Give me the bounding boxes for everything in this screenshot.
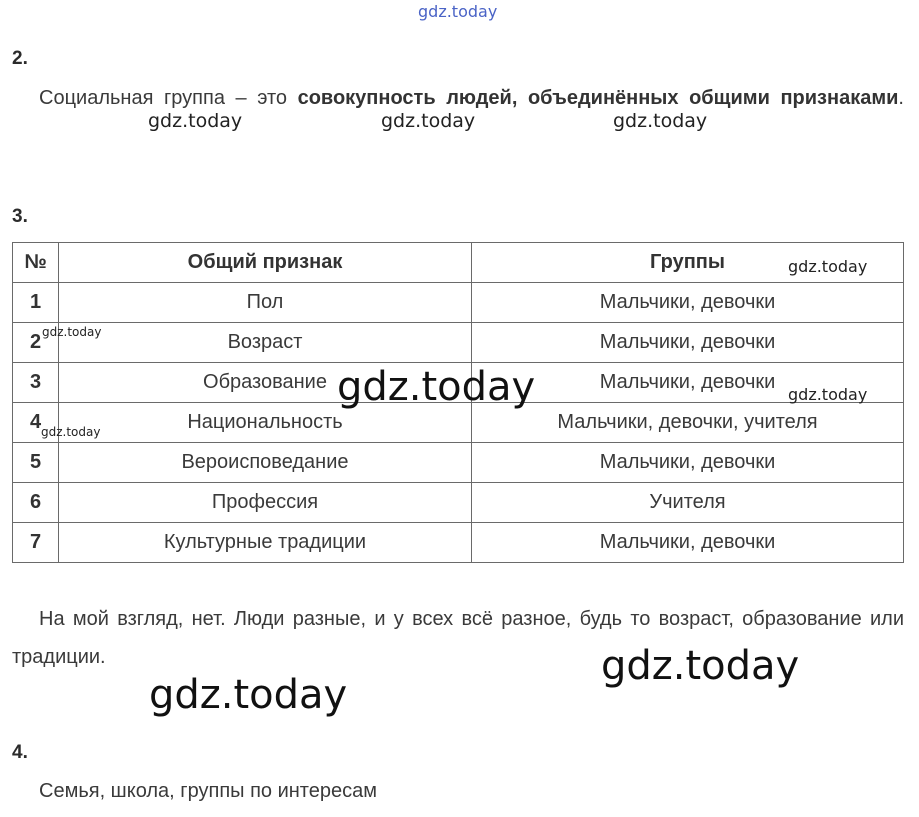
row-feature: Образование — [59, 363, 472, 403]
row-feature: Вероисповедание — [59, 443, 472, 483]
row-groups: Мальчики, девочки, учителя — [472, 403, 904, 443]
table-row — [13, 323, 904, 363]
watermark: gdz.today — [788, 257, 868, 276]
table-row — [13, 483, 904, 523]
section-3-answer: На мой взгляд, нет. Люди разные, и у всех всё разное, будь то возраст, образование или традиции. — [12, 608, 904, 668]
watermark: gdz.today — [613, 110, 708, 132]
table-row — [13, 523, 904, 563]
row-groups: Мальчики, девочки — [472, 283, 904, 323]
table-row — [13, 283, 904, 323]
row-groups: Мальчики, девочки — [472, 523, 904, 563]
watermark: gdz.today — [337, 364, 536, 410]
row-feature: Культурные традиции — [59, 523, 472, 563]
row-groups: Мальчики, девочки — [472, 323, 904, 363]
watermark: gdz.today — [381, 110, 476, 132]
row-number: 6 — [13, 483, 59, 523]
definition-bold: совокупность людей, объединённых общими признаками — [297, 87, 899, 109]
section-4-answer: Семья, школа, группы по интересам — [39, 780, 377, 802]
definition-plain: Социальная группа – это — [39, 87, 298, 109]
section-2-number: 2. — [12, 48, 28, 69]
watermark: gdz.today — [148, 110, 243, 132]
header-number: № — [13, 243, 59, 283]
row-feature: Возраст — [59, 323, 472, 363]
row-feature: Профессия — [59, 483, 472, 523]
watermark: gdz.today — [788, 385, 868, 404]
row-feature: Пол — [59, 283, 472, 323]
watermark: gdz.today — [41, 425, 101, 439]
row-number: 3 — [13, 363, 59, 403]
row-number: 7 — [13, 523, 59, 563]
watermark: gdz.today — [601, 643, 800, 689]
row-number: 2 — [13, 323, 59, 363]
row-groups: Учителя — [472, 483, 904, 523]
section-3-number: 3. — [12, 206, 28, 227]
row-number: 4 — [13, 403, 59, 443]
row-feature: Национальность — [59, 403, 472, 443]
watermark: gdz.today — [42, 325, 102, 339]
watermark-top: gdz.today — [418, 2, 498, 21]
table-row — [13, 443, 904, 483]
row-groups: Мальчики, девочки — [472, 363, 904, 403]
row-number: 5 — [13, 443, 59, 483]
watermark: gdz.today — [149, 672, 348, 718]
header-groups: Группы — [472, 243, 904, 283]
header-feature: Общий признак — [59, 243, 472, 283]
section-4-number: 4. — [12, 742, 28, 763]
row-number: 1 — [13, 283, 59, 323]
definition-end: . — [898, 87, 904, 109]
row-groups: Мальчики, девочки — [472, 443, 904, 483]
table-header-row — [13, 243, 904, 283]
